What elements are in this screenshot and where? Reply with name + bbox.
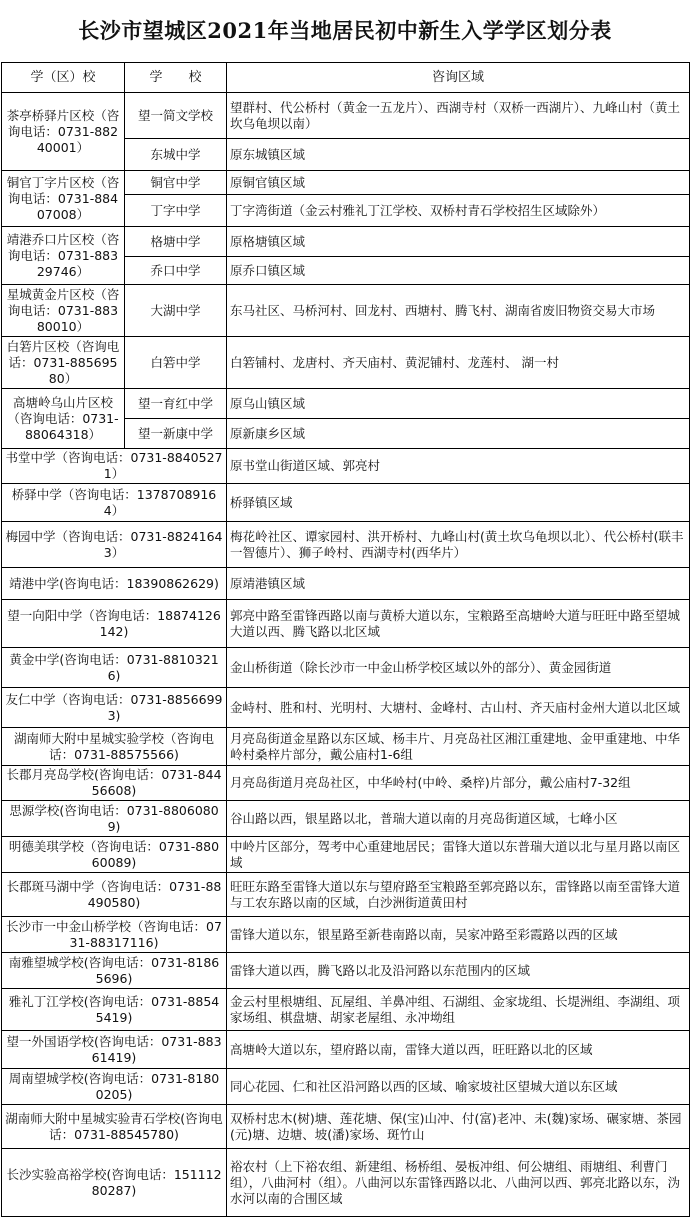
school-name-cell: 湖南师大附中星城实验学校（咨询电话：0731-88575566) [2, 728, 227, 766]
school-name-cell: 湖南师大附中星城实验青石学校(咨询电话：0731-88545780) [2, 1105, 227, 1149]
table-row [2, 93, 690, 139]
table-row [2, 917, 690, 953]
table-row [2, 648, 690, 688]
school-cell: 丁字中学 [125, 195, 227, 227]
area-cell: 裕农村（上下裕农组、新建组、杨桥组、晏板冲组、何公塘组、雨塘组、利曹门组），八曲河村（组）。八曲河以东雷锋西路以北、八曲河以西、郭亮北路以东，沩水河以南的合围区域 [227, 1149, 690, 1217]
school-cell: 东城中学 [125, 139, 227, 171]
district-cell: 高塘岭乌山片区校（咨询电话：0731-88064318） [2, 389, 125, 449]
school-cell: 望一简文学校 [125, 93, 227, 139]
school-name-cell: 桥驿中学（咨询电话：13787089164） [2, 484, 227, 522]
district-cell: 铜官丁字片区校（咨询电话：0731-88407008） [2, 171, 125, 227]
table-row [2, 1031, 690, 1069]
area-cell: 原东城镇区域 [227, 139, 690, 171]
area-cell: 梅花岭社区、谭家园村、洪开桥村、九峰山村(黄土坎乌龟坝以北）、代公桥村(联丰一智德片）、狮子岭村、西湖寺村(西华片） [227, 522, 690, 568]
school-cell: 乔口中学 [125, 257, 227, 285]
area-cell: 雷锋大道以西，腾飞路以北及沿河路以东范围内的区域 [227, 953, 690, 989]
header-district: 学（区）校 [2, 63, 125, 93]
school-cell: 白箬中学 [125, 337, 227, 389]
district-table [1, 62, 690, 1217]
school-name-cell: 长沙实验高裕学校(咨询电话：15111280287) [2, 1149, 227, 1217]
area-cell: 原乌山镇区域 [227, 389, 690, 419]
area-cell: 双桥村忠木(树)塘、莲花塘、保(宝)山冲、付(富)老冲、未(魏)家场、碾家塘、茶园(元)塘、边塘、坡(潘)家场、斑竹山 [227, 1105, 690, 1149]
table-row [2, 837, 690, 873]
table-row [2, 600, 690, 648]
area-cell: 中岭片区部分，驾考中心重建地居民；雷锋大道以东普瑞大道以北与星月路以南区域 [227, 837, 690, 873]
area-cell: 望群村、代公桥村（黄金一五龙片）、西湖寺村（双桥一西湖片）、九峰山村（黄土坎乌龟坝以南） [227, 93, 690, 139]
area-cell: 金峙村、胜和村、光明村、大塘村、金峰村、古山村、齐天庙村金州大道以北区域 [227, 688, 690, 728]
table-row [2, 449, 690, 484]
area-cell: 原格塘镇区域 [227, 227, 690, 257]
area-cell: 丁字湾街道（金云村雅礼丁江学校、双桥村青石学校招生区域除外） [227, 195, 690, 227]
table-row [2, 989, 690, 1031]
table-row [2, 337, 690, 389]
school-name-cell: 思源学校(咨询电话：0731-88060809) [2, 801, 227, 837]
school-cell: 望一新康中学 [125, 419, 227, 449]
table-row [2, 568, 690, 600]
table-row [2, 227, 690, 257]
area-cell: 月亮岛街道金星路以东区域、杨丰片、月亮岛社区湘江重建地、金甲重建地、中华岭村桑梓片部分，戴公庙村1-6组 [227, 728, 690, 766]
table-body [2, 63, 690, 1217]
area-cell: 月亮岛街道月亮岛社区，中华岭村(中岭、桑梓)片部分，戴公庙村7-32组 [227, 766, 690, 801]
district-cell: 星城黄金片区校（咨询电话：0731-88380010） [2, 285, 125, 337]
area-cell: 高塘岭大道以东，望府路以南，雷锋大道以西，旺旺路以北的区域 [227, 1031, 690, 1069]
school-name-cell: 周南望城学校(咨询电话：0731-81800205) [2, 1069, 227, 1105]
area-cell: 旺旺东路至雷锋大道以东与望府路至宝粮路至郭亮路以东，雷锋路以南至雷锋大道与工农东路以南的区域，白沙洲街道黄田村 [227, 873, 690, 917]
school-name-cell: 雅礼丁江学校(咨询电话：0731-88545419) [2, 989, 227, 1031]
school-cell: 望一育红中学 [125, 389, 227, 419]
area-cell: 东马社区、马桥河村、回龙村、西塘村、腾飞村、湖南省废旧物资交易大市场 [227, 285, 690, 337]
school-name-cell: 南雅望城学校(咨询电话：0731-81865696) [2, 953, 227, 989]
table-row [2, 766, 690, 801]
table-row [2, 873, 690, 917]
area-cell: 原新康乡区域 [227, 419, 690, 449]
table-row [2, 171, 690, 195]
table-row [2, 688, 690, 728]
district-cell: 茶亭桥驿片区校（咨询电话：0731-88240001） [2, 93, 125, 171]
table-row [2, 801, 690, 837]
area-cell: 金山桥街道（除长沙市一中金山桥学校区域以外的部分）、黄金园街道 [227, 648, 690, 688]
area-cell: 原靖港镇区域 [227, 568, 690, 600]
table-row [2, 728, 690, 766]
school-cell: 铜官中学 [125, 171, 227, 195]
page-title: 长沙市望城区2021年当地居民初中新生入学学区划分表 [78, 18, 612, 43]
table-row [2, 484, 690, 522]
school-name-cell: 望一外国语学校(咨询电话：0731-88361419) [2, 1031, 227, 1069]
table-row [2, 1069, 690, 1105]
school-name-cell: 黄金中学(咨询电话：0731-88103216) [2, 648, 227, 688]
area-cell: 雷锋大道以东，银星路至新巷南路以南，吴家冲路至彩霞路以西的区域 [227, 917, 690, 953]
district-cell: 靖港乔口片区校（咨询电话：0731-88329746） [2, 227, 125, 285]
area-cell: 原乔口镇区域 [227, 257, 690, 285]
area-cell: 同心花园、仁和社区沿河路以西的区域、喻家坡社区望城大道以东区域 [227, 1069, 690, 1105]
school-name-cell: 靖港中学(咨询电话：18390862629) [2, 568, 227, 600]
table-row [2, 953, 690, 989]
table-row [2, 285, 690, 337]
table-header-row [2, 63, 690, 93]
school-name-cell: 长沙市一中金山桥学校（咨询电话：0731-88317116) [2, 917, 227, 953]
area-cell: 金云村里根塘组、瓦屋组、羊鼻冲组、石湖组、金家垅组、长堤洲组、李湖组、项家场组、棋盘塘、胡家老屋组、永冲坳组 [227, 989, 690, 1031]
school-name-cell: 望一向阳中学（咨询电话：18874126142) [2, 600, 227, 648]
school-name-cell: 长郡月亮岛学校(咨询电话：0731-84456608) [2, 766, 227, 801]
area-cell: 谷山路以西，银星路以北，普瑞大道以南的月亮岛街道区域，七峰小区 [227, 801, 690, 837]
table-row [2, 522, 690, 568]
area-cell: 原铜官镇区域 [227, 171, 690, 195]
table-row [2, 389, 690, 419]
school-name-cell: 书堂中学（咨询电话：0731-88405271） [2, 449, 227, 484]
table-row [2, 1149, 690, 1217]
header-area: 咨询区域 [227, 63, 690, 93]
school-name-cell: 长郡斑马湖中学（咨询电话：0731-88490580) [2, 873, 227, 917]
school-cell: 大湖中学 [125, 285, 227, 337]
area-cell: 原书堂山街道区域、郭亮村 [227, 449, 690, 484]
district-cell: 白箬片区校（咨询电话：0731-88569580） [2, 337, 125, 389]
table-row [2, 1105, 690, 1149]
area-cell: 郭亮中路至雷锋西路以南与黄桥大道以东，宝粮路至高塘岭大道与旺旺中路至望城大道以西、腾飞路以北区域 [227, 600, 690, 648]
area-cell: 桥驿镇区域 [227, 484, 690, 522]
school-name-cell: 明德美琪学校（咨询电话：0731-88060089) [2, 837, 227, 873]
school-name-cell: 梅园中学（咨询电话：0731-88241643） [2, 522, 227, 568]
area-cell: 白箬铺村、龙唐村、齐天庙村、黄泥铺村、龙莲村、 湖一村 [227, 337, 690, 389]
school-cell: 格塘中学 [125, 227, 227, 257]
header-school: 学 校 [125, 63, 227, 93]
school-name-cell: 友仁中学（咨询电话：0731-88566993) [2, 688, 227, 728]
